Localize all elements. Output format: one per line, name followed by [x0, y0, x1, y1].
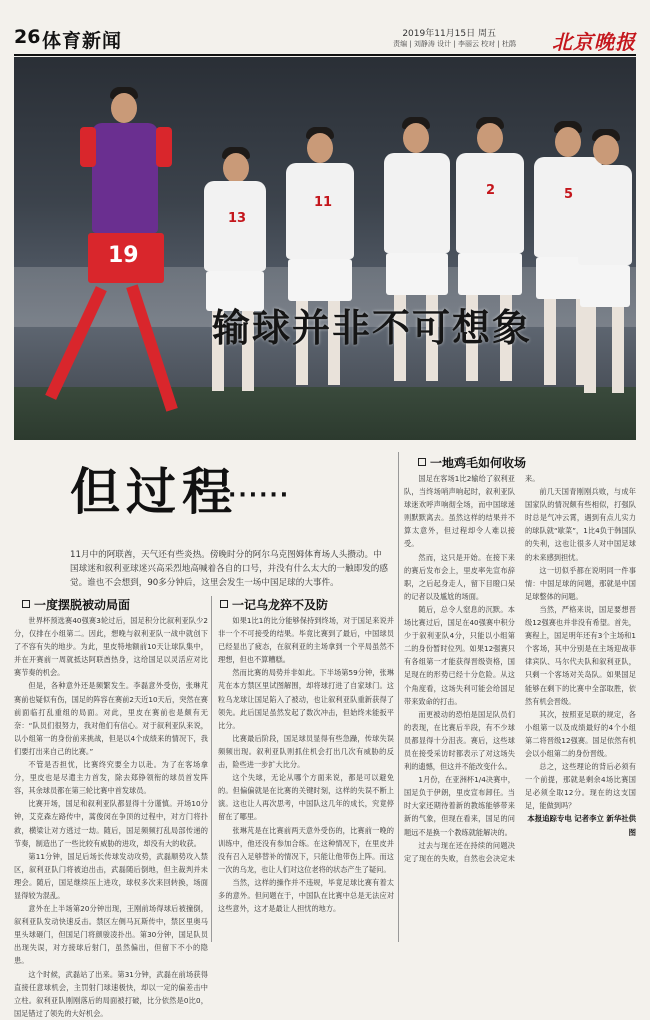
paragraph: 总之，这些理论的背后必须有一个前提，那就是剩余4场比赛国足必须全取12分。现在的这支国足，能做到吗？	[525, 762, 636, 811]
column-middle	[218, 614, 394, 944]
paragraph: 而更被动的恐怕是国足队员们的表现，在比赛后半段，有不少球员都显得十分沮丧。赛后，这些球员在接受采访时都表示了对这场失利的遗憾，但这并不能改变什么。	[404, 709, 515, 772]
article-title-dots: ······	[228, 483, 291, 508]
paragraph: 当然，严格来说，国足要想晋级12强赛也并非没有希望。首先，赛程上，国足明年还有3个主场和1个客场，其中分别是在主场迎战菲律宾队、马尔代夫队和叙利亚队，只剩一个客场对关岛队。如果国足能够在剩下的比赛中全部取胜，依然有机会晋级。	[525, 604, 636, 706]
jersey-number: 5	[564, 187, 574, 202]
paper-logo: 北京晚报	[552, 30, 636, 54]
header-divider	[14, 54, 636, 56]
paragraph: 国足在客场1比2输给了叙利亚队，当终场哨声响起时，叙利亚队球迷欢呼声响彻全场，而中国球迷则默默离去。虽然这样的结果并不算太意外，但过程却令人难以接受。	[404, 474, 515, 549]
paragraph: 随后，总令人窒息的沉默。本场比赛过后，国足在40强赛中积分少于叙利亚队4分，只能以小组第二的身份暂时位列。如果12强赛只有各组第一才能获得晋级资格，国足现在的形势已经十分危险。从这个角度看，这场失利可能会给国足带来致命的打击。	[404, 604, 515, 706]
paragraph: 然而，这只是开始。在接下来的赛后发布会上，里皮率先宣布辞职，之后起身走人，留下目瞪口呆的记者以及尴尬的场面。	[404, 552, 515, 601]
paragraph: 这个时候，武磊站了出来。第31分钟，武磊在前场获得直接任意球机会，主罚射门球速极快，却以一定的偏差击中立柱。叙利亚队刚刚落后的局面被打破，比分依然是0比0，国足错过了领先的大好机会。	[14, 969, 208, 1018]
section-title: 体育新闻	[42, 30, 123, 52]
paragraph: 不管是否担忧，比赛终究要全力以赴。为了在客场拿分，里皮也是尽遣主力首发，除去郑铮领衔的球员首发阵容，其余球员都在第三轮比赛中首发球员。	[14, 760, 208, 796]
photo-player-china-right	[574, 129, 634, 409]
photo-player-china-11	[276, 127, 362, 407]
paragraph: 前几天国青刚刚兵败，与成年国家队的情况颇有些相似，打强队时总是气冲云霄，遇到有点儿实力的球队就“歇菜”，1比4负于韩国队的失利，这也让很多人对中国足球的未来感到担忧。	[525, 487, 636, 562]
square-bullet-icon	[220, 600, 228, 608]
square-bullet-icon	[22, 600, 30, 608]
paragraph: 过去与现在还在持续的问题决定了现在的失败，自然也会决定未来。	[404, 474, 540, 863]
section-heading-middle: 一记乌龙猝不及防	[220, 596, 328, 613]
section-heading-right: 一地鸡毛如何收场	[418, 454, 526, 471]
column-left	[14, 614, 208, 1018]
jersey-number: 13	[228, 211, 247, 226]
paragraph: 但是，各种意外还是频繁发生。李磊意外受伤，张琳芃赛前也疑似有伤，国足的阵容在赛前2天近10天后，突然在赛前面临打乱重组的局面。对此，里皮在赛前也是颇有无奈：“队员们很努力，我对他们有信心。对于叙利亚队来说，以小组第一的身份前来挑战，但是以4个成绩来的情况下，我们要打出来自己的比赛。”	[14, 681, 208, 756]
square-bullet-icon	[418, 458, 426, 466]
column-divider	[398, 452, 399, 942]
paragraph: 第11分钟，国足后场长传球发动攻势，武磊顺势攻入禁区，叙利亚队门将被迫出击，武磊随后倒地，但主裁判并未理会。随后，国足继续压上进攻，球权多次来回转换，场面显得较为混乱。	[14, 851, 208, 900]
paragraph: 比赛开场，国足和叙利亚队都显得十分谨慎。开场10分钟，艾克森左路传中，蒿俊闵在争顶的过程中，对方门将扑救，横梁让对方逃过一劫。随后，国足频频打乱局部传递的节奏，制造出了一些比较有威胁的进攻，却没有大的收获。	[14, 799, 208, 848]
column-right	[404, 472, 636, 944]
paragraph: 张琳芃是在比赛前两天意外受伤的，比赛前一晚的训练中，他还没有参加合练。在这种情况下，在里皮并没有召入足够替补的情况下，只能让他带伤上阵。而这一次的乌龙，也让人们对这位老将的状态产生了疑问。	[218, 825, 394, 874]
photo-player-syria	[52, 87, 192, 437]
paragraph: 1月份，在亚洲杯1/4决赛中，国足负于伊朗，里皮宣布卸任。当时大家还期待着新的教练能够带来新的气象，但现在看来，国足的问题远不是换一个教练就能解决的。	[404, 775, 515, 837]
paragraph: 当然，这样的操作并不违规，毕竟足球比赛有着太多的意外。但问题在于，中国队在比赛中总是无法应对这些意外，这才是最让人担忧的地方。	[218, 877, 394, 914]
paragraph: 世界杯预选赛40强赛3轮过后，国足积分比叙利亚队少2分，仅排在小组第二。因此，想晚与叙利亚队一战中就创下了不容有失的地步。为此，里皮特地额前10天让球队集中，并在开赛前一周就抵达阿联酋热身，这给国足以灵活应对比赛节奏的机会。	[14, 616, 208, 678]
photo-player-china-center	[376, 117, 456, 407]
paragraph: 其次，按照亚足联的规定，各小组第一以及成绩最好的4个小组第二将晋级12强赛。国足依然有机会以小组第二的身份晋级。	[525, 709, 636, 758]
jersey-number: 19	[108, 243, 139, 268]
paragraph: 然而比赛的局势并非如此。下半场第59分钟，张琳芃在本方禁区里试图解围，却将球打进了自家球门。这粒乌龙球让国足陷入了被动，也让叙利亚队重新获得了领先。此后国足虽然发起了数次冲击，但始终未能扳平比分。	[218, 668, 394, 730]
photo-player-china-2	[446, 117, 532, 407]
paragraph: 这个失球，无论从哪个方面来说，都是可以避免的。但偏偏就是在比赛的关键时刻，这样的失误不断上演。这也让人再次思考，中国队这几年的成长，究竟停留在了哪里。	[218, 773, 394, 822]
paragraph: 意外在上半场第20分钟出现，王刚前场得球后被撞倒，叙利亚队发动快速反击。禁区左侧马瓦斯传中，禁区里奥马里头球砸门，但国足门将颜骏凌扑出。第30分钟，国足队员出现失误，对方接球后射门，虽然偏出，但留下不小的隐患。	[14, 904, 208, 966]
section-heading-left: 一度摆脱被动局面	[22, 596, 130, 613]
issue-date: 2019年11月15日 周五	[402, 29, 496, 39]
jersey-number: 11	[314, 195, 333, 210]
paragraph: 比赛最后阶段，国足球员显得有些急躁，传球失误频频出现。叙利亚队则抓住机会打出几次有威胁的反击，险些进一步扩大比分。	[218, 733, 394, 770]
page-number: 26	[14, 26, 41, 48]
lead-photo	[14, 57, 636, 440]
jersey-number: 2	[486, 183, 496, 198]
page-header	[14, 26, 636, 52]
article-credit: 本报追踪专电 记者李立 新华社供图	[527, 814, 636, 837]
article-lede: 11月中的阿联酋，天气还有些炎热。傍晚时分的阿尔乌克图姆体育场人头攒动。中国球迷和叙利亚球迷兴高采烈地高喊着各自的口号，并没有什么太大的一触即发的感觉。谁也不会想到，90多分钟后，这里会发生一场中国足球的大事件。	[70, 550, 388, 588]
article-title: 但过程	[70, 463, 238, 521]
photo-headline: 输球并非不可想象	[212, 306, 533, 350]
photo-player-china-13	[194, 147, 274, 407]
paragraph: 这一切似乎都在说明同一件事情：中国足球的问题，那就是中国足球整体的问题。	[525, 565, 636, 601]
editor-credits: 责编 | 刘静涛 设计 | 李丽云 校对 | 杜鹃	[393, 40, 516, 48]
column-divider	[211, 596, 212, 942]
paragraph: 如果1比1的比分能够保持到终场，对于国足来说并非一个不可接受的结果。毕竟比赛到了最后，中国球员已经显出了疲态，在叙利亚的主场拿到一个平局虽然不理想，但也不算糟糕。	[218, 616, 394, 665]
